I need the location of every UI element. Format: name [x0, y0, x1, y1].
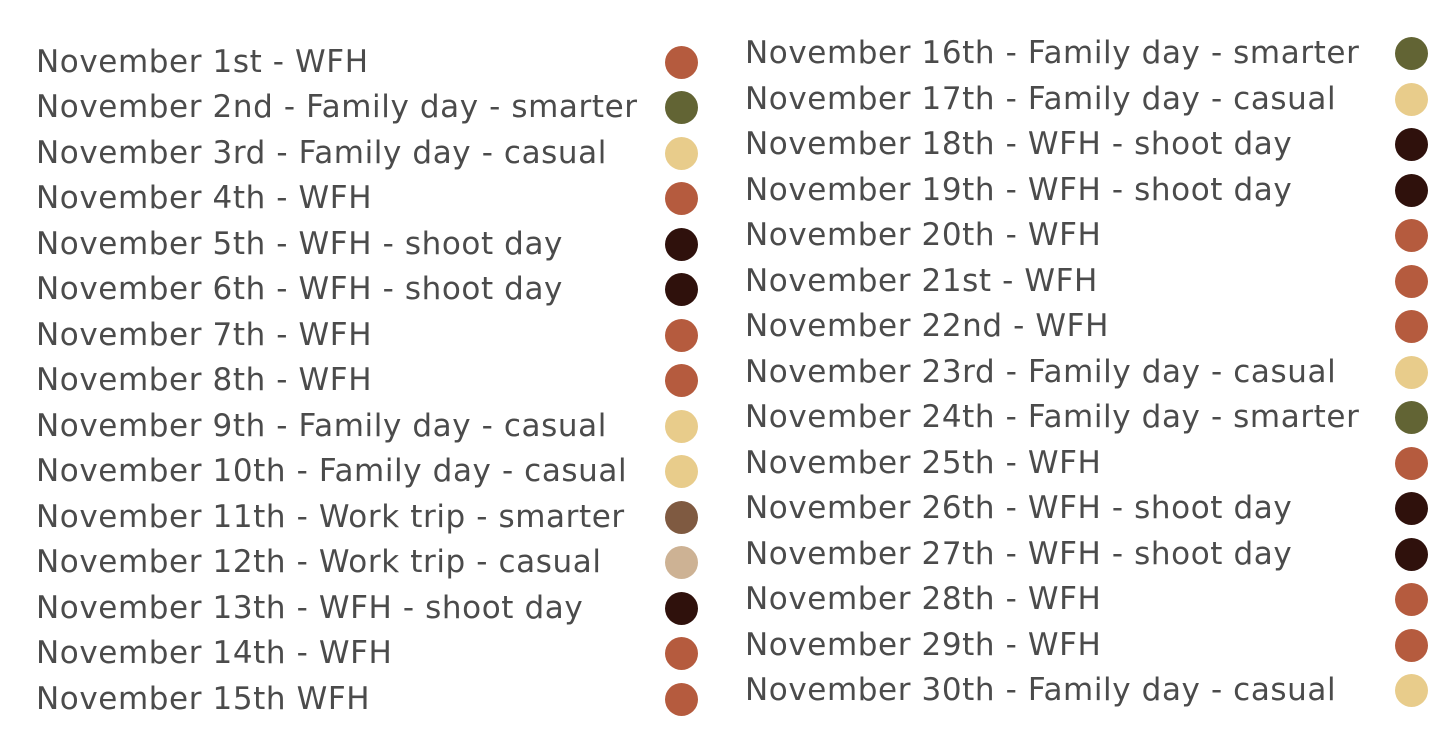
- color-dot: [1395, 83, 1428, 116]
- schedule-label: November 24th - Family day - smarter: [745, 399, 1360, 435]
- color-dot: [1395, 128, 1428, 161]
- schedule-label: November 19th - WFH - shoot day: [745, 172, 1293, 208]
- color-dot: [665, 410, 698, 443]
- color-dot: [665, 637, 698, 670]
- color-dot: [1395, 37, 1428, 70]
- schedule-label: November 9th - Family day - casual: [36, 408, 607, 444]
- schedule-label: November 12th - Work trip - casual: [36, 544, 602, 580]
- color-dot: [665, 137, 698, 170]
- schedule-label: November 29th - WFH: [745, 627, 1102, 663]
- color-dot: [1395, 629, 1428, 662]
- schedule-label: November 30th - Family day - casual: [745, 672, 1337, 708]
- color-dot: [665, 91, 698, 124]
- color-dot: [665, 546, 698, 579]
- color-dot: [1395, 356, 1428, 389]
- schedule-label: November 23rd - Family day - casual: [745, 354, 1337, 390]
- schedule-label: November 10th - Family day - casual: [36, 453, 628, 489]
- schedule-label: November 15th WFH: [36, 681, 371, 717]
- schedule-label: November 16th - Family day - smarter: [745, 35, 1360, 71]
- schedule-label: November 3rd - Family day - casual: [36, 135, 607, 171]
- schedule-label: November 1st - WFH: [36, 44, 369, 80]
- color-dot: [1395, 447, 1428, 480]
- schedule-label: November 13th - WFH - shoot day: [36, 590, 584, 626]
- schedule-label: November 5th - WFH - shoot day: [36, 226, 563, 262]
- schedule-label: November 27th - WFH - shoot day: [745, 536, 1293, 572]
- schedule-label: November 4th - WFH: [36, 180, 373, 216]
- schedule-label: November 2nd - Family day - smarter: [36, 89, 638, 125]
- color-dot: [665, 46, 698, 79]
- color-dot: [665, 273, 698, 306]
- color-dot: [665, 228, 698, 261]
- color-dot: [1395, 492, 1428, 525]
- schedule-label: November 25th - WFH: [745, 445, 1102, 481]
- color-dot: [665, 501, 698, 534]
- schedule-label: November 8th - WFH: [36, 362, 373, 398]
- color-dot: [1395, 538, 1428, 571]
- color-dot: [1395, 219, 1428, 252]
- schedule-label: November 21st - WFH: [745, 263, 1098, 299]
- color-dot: [1395, 401, 1428, 434]
- schedule-label: November 26th - WFH - shoot day: [745, 490, 1293, 526]
- color-dot: [665, 319, 698, 352]
- color-dot: [665, 683, 698, 716]
- color-dot: [1395, 265, 1428, 298]
- color-dot: [665, 455, 698, 488]
- color-dot: [665, 364, 698, 397]
- schedule-label: November 11th - Work trip - smarter: [36, 499, 625, 535]
- color-dot: [1395, 674, 1428, 707]
- color-dot: [665, 592, 698, 625]
- schedule-label: November 18th - WFH - shoot day: [745, 126, 1293, 162]
- color-dot: [665, 182, 698, 215]
- schedule-label: November 20th - WFH: [745, 217, 1102, 253]
- schedule-label: November 17th - Family day - casual: [745, 81, 1337, 117]
- schedule-label: November 6th - WFH - shoot day: [36, 271, 563, 307]
- schedule-label: November 28th - WFH: [745, 581, 1102, 617]
- color-dot: [1395, 583, 1428, 616]
- color-dot: [1395, 310, 1428, 343]
- schedule-label: November 14th - WFH: [36, 635, 393, 671]
- schedule-label: November 22nd - WFH: [745, 308, 1109, 344]
- schedule-label: November 7th - WFH: [36, 317, 373, 353]
- color-dot: [1395, 174, 1428, 207]
